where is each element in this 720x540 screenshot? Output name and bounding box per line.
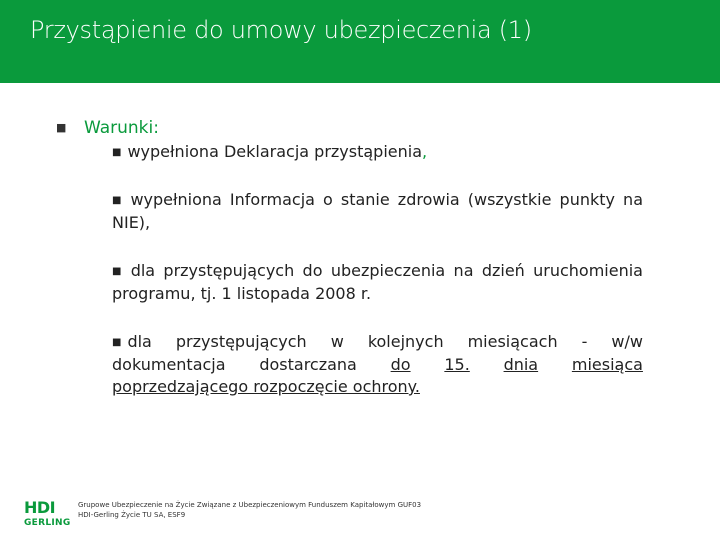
bullet-square-icon: ■ (112, 337, 122, 348)
condition-item-4-line-1: ■ dla przystępujących w kolejnych miesiącach - w/w (112, 332, 643, 351)
condition-item-3-text: dla przystępujących do ubezpieczenia na dzień uruchomienia programu, tj. 1 listopada 2008 r. (112, 261, 643, 303)
footer-text (78, 500, 421, 520)
bullet-square-icon: ■ (112, 266, 125, 277)
logo-hdi-text: HDI (24, 498, 56, 517)
bullet-square-icon: ■ (112, 147, 122, 158)
bullet-square-icon: ■ (112, 195, 125, 206)
footer-line-2: HDI-Gerling Życie TU SA, ESF9 (78, 511, 186, 519)
condition-item-4-line-3: poprzedzającego rozpoczęcie ochrony. (112, 377, 420, 396)
condition-item-1-text: wypełniona Deklaracja przystąpienia (127, 142, 423, 161)
logo-gerling-text: GERLING (24, 518, 71, 528)
condition-item-2 (112, 189, 643, 234)
condition-item-4 (112, 331, 643, 398)
footer-line-1: Grupowe Ubezpieczenie na Życie Związane z Ubezpieczeniowym Funduszem Kapitałowym GUF03 (78, 501, 422, 509)
condition-item-3 (112, 260, 643, 305)
slide-title: Przystąpienie do umowy ubezpieczenia (1) (30, 16, 532, 44)
condition-item-2-text: wypełniona Informacja o stanie zdrowia (wszystkie punkty na NIE), (112, 190, 643, 232)
conditions-label: Warunki: (84, 118, 159, 138)
hdi-gerling-logo (24, 500, 72, 530)
condition-item-1-comma: , (422, 142, 428, 161)
condition-item-1 (112, 141, 643, 164)
bullet-square-icon: ■ (56, 121, 67, 134)
condition-item-4-line-2: dokumentacja dostarczana do 15. dnia miesiąca (112, 355, 643, 374)
